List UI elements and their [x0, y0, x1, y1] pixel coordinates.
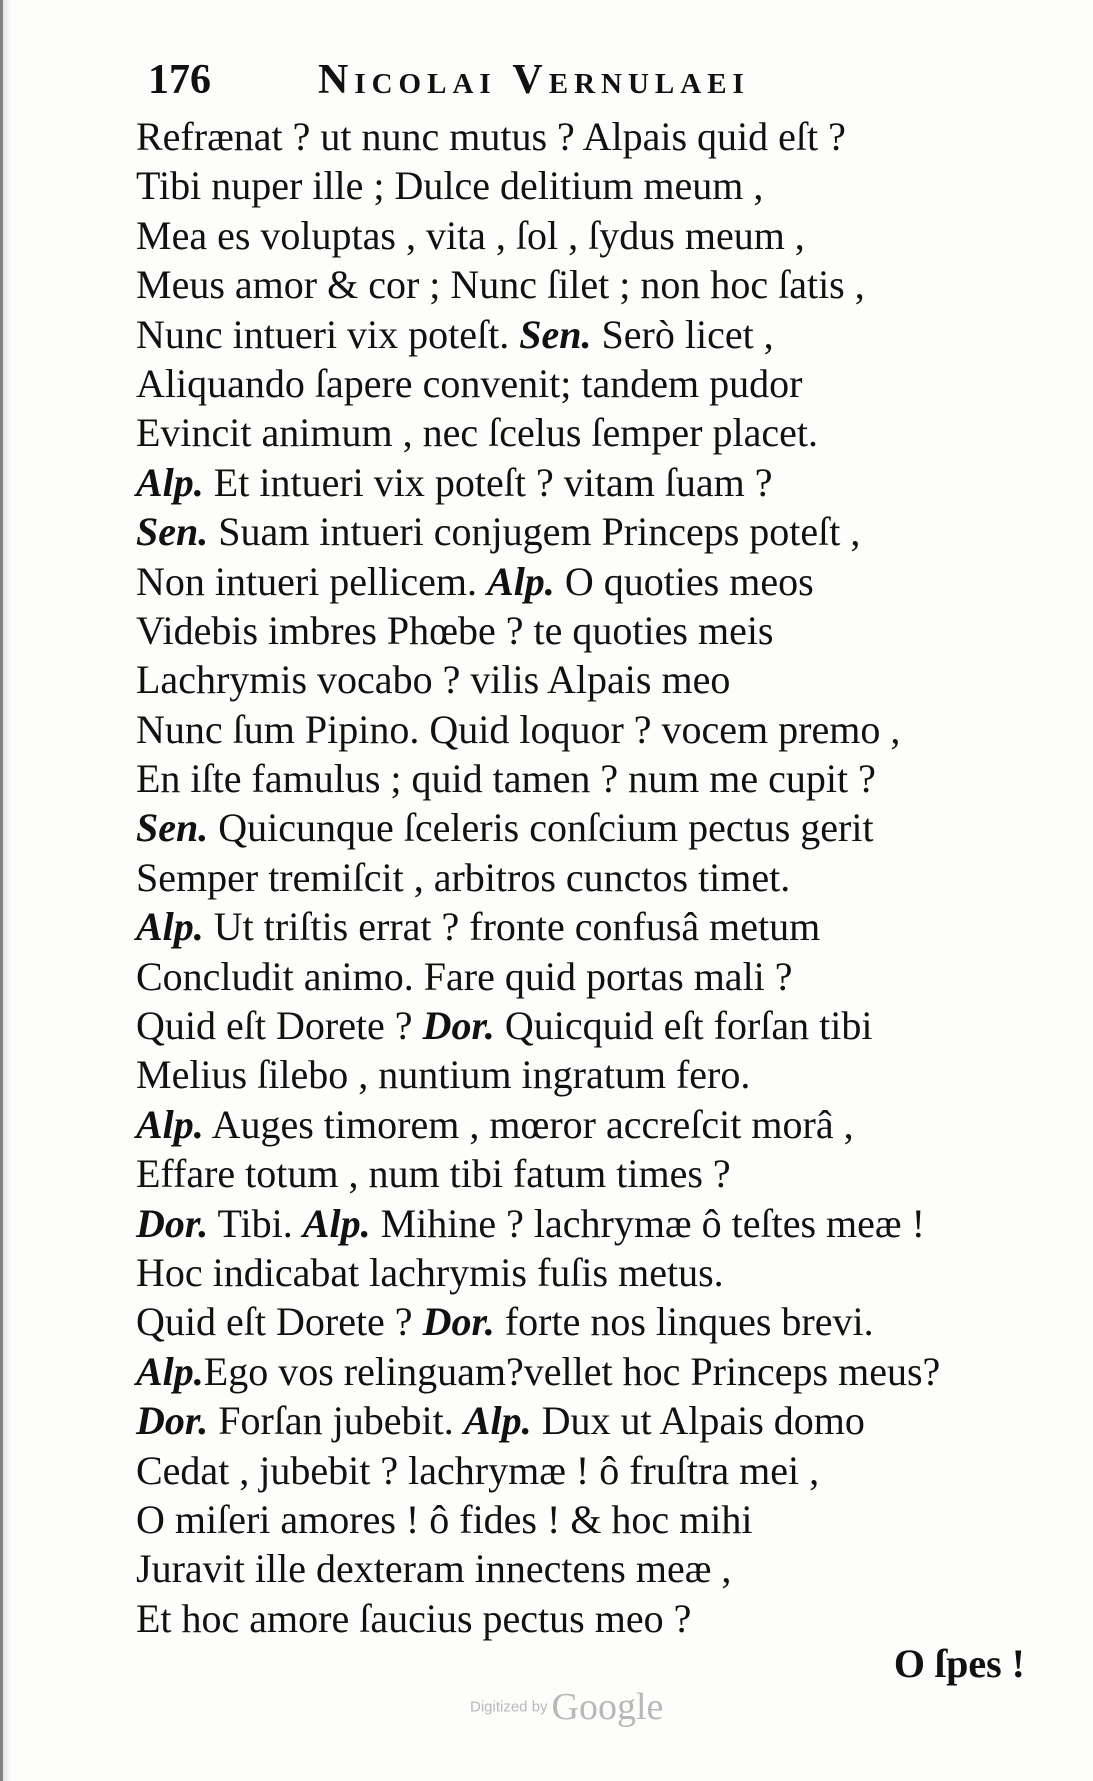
verse-line: [136, 606, 1036, 655]
verse-segment: Et hoc amore ſaucius pectus meo ?: [136, 1595, 692, 1641]
verse-segment: Dux ut Alpais domo: [531, 1398, 865, 1444]
verse-segment: forte nos linques brevi.: [494, 1299, 874, 1345]
speaker-label: Dor.: [422, 1299, 495, 1345]
verse-segment: Auges timorem , mœror accreſcit morâ ,: [203, 1101, 854, 1147]
verse-line: [136, 952, 1036, 1001]
page-header: [148, 52, 968, 108]
verse-segment: Refrænat ? ut nunc mutus ? Alpais quid eſt ?: [136, 114, 846, 159]
verse-line: [136, 1100, 1036, 1149]
verse-segment: Hoc indicabat lachrymis fuſis metus.: [136, 1249, 724, 1295]
speaker-label: Dor.: [136, 1398, 209, 1444]
speaker-label: Sen.: [519, 311, 592, 357]
verse-segment: Mea es voluptas , vita , ſol , ſydus meum ,: [136, 212, 805, 258]
verse-segment: Evincit animum , nec ſcelus ſemper placet.: [136, 410, 818, 456]
verse-line: [136, 754, 1036, 803]
verse-segment: Meus amor & cor ; Nunc ſilet ; non hoc ſatis ,: [136, 262, 865, 308]
verse-segment: O quoties meos: [554, 558, 814, 604]
verse-line: [136, 902, 1036, 951]
verse-segment: Melius ſilebo , nuntium ingratum fero.: [136, 1052, 751, 1098]
verse-line: [136, 161, 1036, 210]
verse-segment: Quid eſt Dorete ?: [136, 1003, 423, 1049]
verse-line: [136, 1446, 1036, 1495]
verse-line: [136, 1594, 1036, 1643]
speaker-label: Dor.: [422, 1003, 495, 1049]
speaker-label: Alp.: [136, 459, 204, 505]
verse-segment: Lachrymis vocabo ? vilis Alpais meo: [136, 657, 731, 703]
verse-segment: Juravit ille dexteram innectens meæ ,: [136, 1546, 732, 1592]
verse-segment: Nunc intueri vix poteſt.: [136, 311, 520, 357]
speaker-label: Alp.: [463, 1398, 532, 1444]
verse-segment: Tibi.: [208, 1200, 303, 1246]
verse-line: [136, 705, 1036, 754]
verse-segment: Et intueri vix poteſt ? vitam ſuam ?: [203, 459, 773, 505]
speaker-label: Dor.: [136, 1200, 209, 1246]
verse-line: [136, 211, 1036, 260]
verse-line: [136, 1001, 1036, 1050]
verse-line: [136, 1544, 1036, 1593]
verse-segment: Quid eſt Dorete ?: [136, 1299, 423, 1345]
verse-segment: Concludit animo. Fare quid portas mali ?: [136, 953, 793, 999]
verse-text: [136, 112, 1036, 1643]
page-number: 176: [148, 57, 211, 103]
verse-segment: Videbis imbres Phœbe ? te quoties meis: [136, 607, 774, 653]
verse-line: [136, 1199, 1036, 1248]
verse-segment: Tibi nuper ille ; Dulce delitium meum ,: [136, 163, 764, 209]
verse-segment: En iſte famulus ; quid tamen ? num me cupit ?: [136, 756, 876, 802]
verse-line: [136, 359, 1036, 408]
verse-segment: O miſeri amores ! ô fides ! & hoc mihi: [136, 1496, 753, 1542]
verse-segment: Quicunque ſceleris conſcium pectus gerit: [208, 805, 874, 851]
digitized-by-label: Digitized by: [470, 1698, 548, 1716]
verse-segment: Nunc ſum Pipino. Quid loquor ? vocem premo ,: [136, 706, 901, 752]
verse-segment: Ut triſtis errat ? fronte confusâ metum: [203, 904, 821, 950]
google-wordmark: Google: [551, 1686, 664, 1728]
verse-segment: Effare totum , num tibi fatum times ?: [136, 1151, 731, 1197]
speaker-label: Sen.: [136, 509, 209, 555]
speaker-label: Alp.: [136, 1348, 204, 1394]
verse-line: [136, 803, 1036, 852]
speaker-label: Alp.: [136, 1101, 204, 1147]
verse-segment: Aliquando ſapere convenit; tandem pudor: [136, 360, 803, 406]
verse-line: [136, 1396, 1036, 1445]
digitizer-watermark: [470, 1685, 710, 1735]
verse-segment: Serò licet ,: [591, 311, 774, 357]
verse-segment: Mihine ? lachrymæ ô teſtes meæ !: [370, 1200, 925, 1246]
verse-segment: Cedat , jubebit ? lachrymæ ! ô fruſtra mei ,: [136, 1447, 820, 1493]
verse-line: [136, 1495, 1036, 1544]
speaker-label: Alp.: [302, 1200, 371, 1246]
verse-segment: Suam intueri conjugem Princeps poteſt ,: [208, 509, 861, 555]
verse-line: [136, 557, 1036, 606]
catchword: O ſpes !: [893, 1641, 1025, 1686]
speaker-label: Alp.: [136, 904, 204, 950]
verse-line: [136, 112, 1036, 161]
verse-segment: Forſan jubebit.: [208, 1398, 464, 1444]
verse-line: [136, 1050, 1036, 1099]
verse-line: [136, 408, 1036, 457]
speaker-label: Alp.: [487, 558, 555, 604]
verse-line: [136, 655, 1036, 704]
verse-line: [136, 310, 1036, 359]
verse-segment: Ego vos relinguam?vellet hoc Princeps meus?: [203, 1348, 941, 1394]
verse-line: [136, 1297, 1036, 1346]
verse-line: [136, 1347, 1036, 1396]
verse-line: [136, 853, 1036, 902]
verse-segment: Non intueri pellicem.: [136, 558, 488, 604]
page-edge-shadow: [0, 0, 12, 1781]
verse-line: [136, 1248, 1036, 1297]
verse-line: [136, 507, 1036, 556]
verse-segment: Quicquid eſt forſan tibi: [494, 1003, 873, 1049]
verse-segment: Semper tremiſcit , arbitros cunctos timet.: [136, 854, 791, 900]
verse-line: [136, 458, 1036, 507]
verse-line: [136, 1149, 1036, 1198]
running-head: Nicolai Vernulaei: [318, 57, 750, 103]
speaker-label: Sen.: [136, 805, 209, 851]
verse-line: [136, 260, 1036, 309]
